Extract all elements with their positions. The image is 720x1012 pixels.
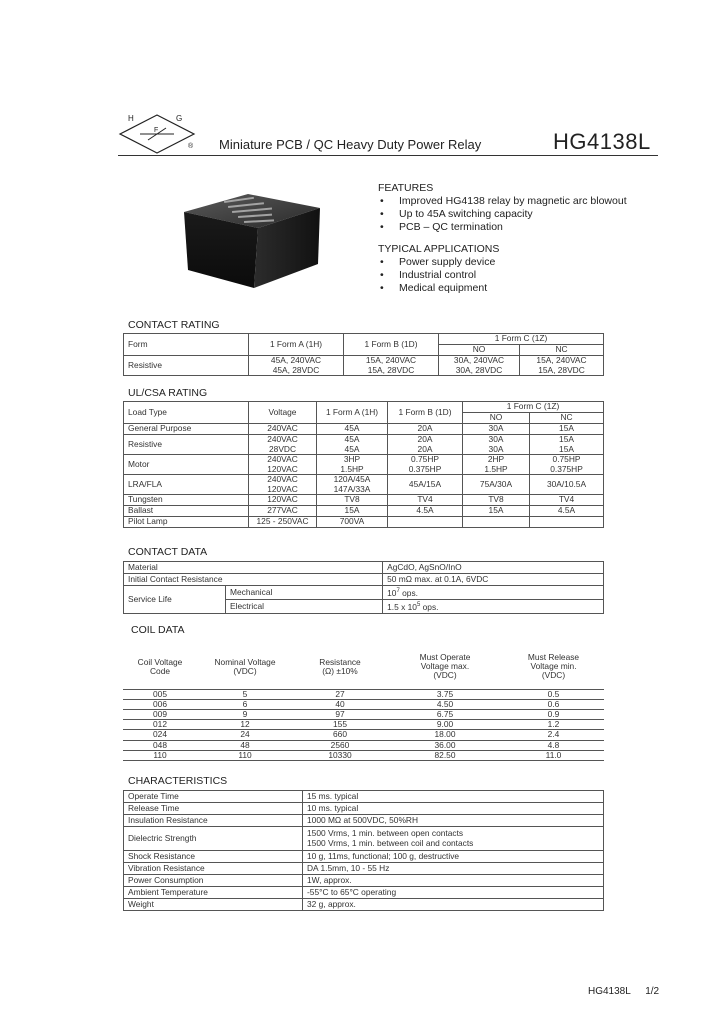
coil-cell: 6 bbox=[197, 699, 293, 709]
coil-cell: 24 bbox=[197, 730, 293, 740]
form-c-header: 1 Form C (1Z) bbox=[463, 402, 604, 413]
form-c-no-cell: TV8 bbox=[463, 495, 530, 506]
service-life-label: Service Life bbox=[124, 586, 226, 614]
coil-cell: 27 bbox=[293, 689, 387, 699]
coil-cell: 5 bbox=[197, 689, 293, 699]
ul-rating-table bbox=[123, 401, 604, 528]
form-c-no-header: NO bbox=[463, 413, 530, 424]
coil-cell: 0.5 bbox=[503, 689, 604, 699]
characteristic-value: 10 ms. typical bbox=[303, 803, 604, 815]
voltage-cell: 240VAC 28VDC bbox=[249, 435, 317, 455]
characteristic-value: 1000 MΩ at 500VDC, 50%RH bbox=[303, 815, 604, 827]
header-divider bbox=[118, 155, 658, 156]
form-c-nc-cell: 4.5A bbox=[530, 506, 604, 517]
coil-cell: 024 bbox=[123, 730, 197, 740]
characteristic-label: Dielectric Strength bbox=[124, 827, 303, 851]
contact-rating-table bbox=[123, 333, 604, 376]
load-type-cell: Motor bbox=[124, 455, 249, 475]
form-c-no-cell bbox=[463, 517, 530, 528]
voltage-cell: 240VAC bbox=[249, 424, 317, 435]
product-subtitle: Miniature PCB / QC Heavy Duty Power Relay bbox=[219, 137, 482, 152]
form-c-nc-header: NC bbox=[530, 413, 604, 424]
table-row bbox=[123, 740, 604, 750]
coil-cell: 2.4 bbox=[503, 730, 604, 740]
characteristic-label: Weight bbox=[124, 899, 303, 911]
coil-cell: 2560 bbox=[293, 740, 387, 750]
table-row bbox=[124, 475, 604, 495]
material-label: Material bbox=[124, 562, 383, 574]
coil-cell: 155 bbox=[293, 720, 387, 730]
contact-resistance-value: 50 mΩ max. at 0.1A, 6VDC bbox=[383, 574, 604, 586]
table-row bbox=[123, 709, 604, 719]
coil-cell: 009 bbox=[123, 709, 197, 719]
footer-page-number: 1/2 bbox=[645, 986, 660, 997]
ul-rating-title: UL/CSA RATING bbox=[128, 387, 208, 399]
table-row bbox=[124, 424, 604, 435]
table-row bbox=[124, 506, 604, 517]
coil-cell: 11.0 bbox=[503, 750, 604, 760]
list-item: Improved HG4138 relay by magnetic arc blowout bbox=[399, 195, 627, 207]
coil-cell: 006 bbox=[123, 699, 197, 709]
form-b-cell bbox=[388, 517, 463, 528]
table-row bbox=[124, 851, 604, 863]
characteristic-value: -55°C to 65°C operating bbox=[303, 887, 604, 899]
contact-data-table bbox=[123, 561, 604, 614]
load-type-cell: Resistive bbox=[124, 435, 249, 455]
model-number: HG4138L bbox=[553, 129, 651, 154]
logo-letter-g: G bbox=[176, 114, 183, 123]
features-title: FEATURES bbox=[378, 182, 434, 194]
characteristic-label: Vibration Resistance bbox=[124, 863, 303, 875]
mechanical-label: Mechanical bbox=[226, 586, 383, 600]
form-c-no-cell: 15A bbox=[463, 506, 530, 517]
table-row bbox=[123, 730, 604, 740]
form-label: Form bbox=[124, 334, 249, 356]
characteristic-label: Shock Resistance bbox=[124, 851, 303, 863]
form-b-cell: 0.75HP 0.375HP bbox=[388, 455, 463, 475]
list-item: Industrial control bbox=[399, 269, 477, 281]
table-row bbox=[123, 689, 604, 699]
characteristic-label: Power Consumption bbox=[124, 875, 303, 887]
coil-data-title: COIL DATA bbox=[131, 624, 185, 636]
contact-data-title: CONTACT DATA bbox=[128, 546, 208, 558]
form-c-no-cell: 2HP 1.5HP bbox=[463, 455, 530, 475]
load-type-cell: Ballast bbox=[124, 506, 249, 517]
form-c-no-cell: 30A bbox=[463, 424, 530, 435]
characteristic-label: Ambient Temperature bbox=[124, 887, 303, 899]
table-cell: 15A, 240VAC 15A, 28VDC bbox=[344, 356, 439, 376]
table-row bbox=[123, 720, 604, 730]
table-row bbox=[124, 887, 604, 899]
form-b-cell: TV4 bbox=[388, 495, 463, 506]
resistive-label: Resistive bbox=[124, 356, 249, 376]
form-a-cell: 45A 45A bbox=[317, 435, 388, 455]
coil-cell: 18.00 bbox=[387, 730, 503, 740]
resistance-header: Resistance (Ω) ±10% bbox=[293, 645, 387, 689]
characteristics-title: CHARACTERISTICS bbox=[128, 775, 228, 787]
table-row bbox=[124, 863, 604, 875]
list-item: Power supply device bbox=[399, 256, 496, 268]
coil-cell: 012 bbox=[123, 720, 197, 730]
coil-cell: 3.75 bbox=[387, 689, 503, 699]
form-c-header: 1 Form C (1Z) bbox=[439, 334, 604, 345]
coil-cell: 6.75 bbox=[387, 709, 503, 719]
table-row bbox=[124, 495, 604, 506]
must-operate-header: Must Operate Voltage max. (VDC) bbox=[387, 645, 503, 689]
contact-rating-title: CONTACT RATING bbox=[128, 319, 220, 331]
features-list: • Improved HG4138 relay by magnetic arc blowout • Up to 45A switching capacity • PCB – QC termination bbox=[380, 195, 627, 233]
characteristic-value: 1W, approx. bbox=[303, 875, 604, 887]
characteristic-label: Operate Time bbox=[124, 791, 303, 803]
voltage-cell: 277VAC bbox=[249, 506, 317, 517]
list-item: Medical equipment bbox=[399, 282, 488, 294]
characteristic-value: DA 1.5mm, 10 - 55 Hz bbox=[303, 863, 604, 875]
must-release-header: Must Release Voltage min. (VDC) bbox=[503, 645, 604, 689]
coil-cell: 48 bbox=[197, 740, 293, 750]
coil-cell: 110 bbox=[197, 750, 293, 760]
table-row bbox=[124, 899, 604, 911]
coil-cell: 4.50 bbox=[387, 699, 503, 709]
coil-cell: 36.00 bbox=[387, 740, 503, 750]
mechanical-value: $10^7$ ops. bbox=[383, 586, 604, 600]
applications-list: • Power supply device • Industrial control • Medical equipment bbox=[380, 256, 496, 294]
table-row bbox=[124, 435, 604, 455]
coil-cell: 40 bbox=[293, 699, 387, 709]
coil-cell: 0.9 bbox=[503, 709, 604, 719]
table-cell: 30A, 240VAC 30A, 28VDC bbox=[439, 356, 520, 376]
table-row bbox=[124, 815, 604, 827]
form-b-cell: 20A 20A bbox=[388, 435, 463, 455]
coil-cell: 82.50 bbox=[387, 750, 503, 760]
characteristic-value: 15 ms. typical bbox=[303, 791, 604, 803]
form-a-cell: 15A bbox=[317, 506, 388, 517]
form-c-nc-cell: 15A 15A bbox=[530, 435, 604, 455]
form-a-cell: 45A bbox=[317, 424, 388, 435]
coil-cell: 9 bbox=[197, 709, 293, 719]
form-b-header: 1 Form B (1D) bbox=[344, 334, 439, 356]
form-a-cell: 3HP 1.5HP bbox=[317, 455, 388, 475]
form-c-nc-cell bbox=[530, 517, 604, 528]
table-row bbox=[123, 750, 604, 760]
company-logo bbox=[112, 112, 202, 154]
relay-photo bbox=[180, 184, 325, 292]
load-type-cell: General Purpose bbox=[124, 424, 249, 435]
form-a-cell: 700VA bbox=[317, 517, 388, 528]
coil-cell: 12 bbox=[197, 720, 293, 730]
table-row bbox=[124, 875, 604, 887]
table-cell: 45A, 240VAC 45A, 28VDC bbox=[249, 356, 344, 376]
form-c-nc-header: NC bbox=[520, 345, 604, 356]
form-c-nc-cell: 0.75HP 0.375HP bbox=[530, 455, 604, 475]
coil-cell: 97 bbox=[293, 709, 387, 719]
logo-registered-mark: ® bbox=[188, 143, 194, 150]
form-c-no-header: NO bbox=[439, 345, 520, 356]
list-item: Up to 45A switching capacity bbox=[399, 208, 533, 220]
table-row bbox=[124, 827, 604, 851]
table-row bbox=[124, 517, 604, 528]
voltage-cell: 125 - 250VAC bbox=[249, 517, 317, 528]
table-row bbox=[124, 791, 604, 803]
form-a-cell: TV8 bbox=[317, 495, 388, 506]
load-type-header: Load Type bbox=[124, 402, 249, 424]
logo-letter-h: H bbox=[128, 114, 134, 123]
characteristic-value: 32 g, approx. bbox=[303, 899, 604, 911]
coil-data-table bbox=[123, 645, 604, 761]
applications-title: TYPICAL APPLICATIONS bbox=[378, 243, 500, 255]
logo-letter-f: F bbox=[154, 127, 159, 134]
coil-cell: 660 bbox=[293, 730, 387, 740]
form-c-no-cell: 30A 30A bbox=[463, 435, 530, 455]
table-row bbox=[124, 455, 604, 475]
coil-cell: 048 bbox=[123, 740, 197, 750]
form-b-cell: 4.5A bbox=[388, 506, 463, 517]
contact-resistance-label: Initial Contact Resistance bbox=[124, 574, 383, 586]
coil-cell: 10330 bbox=[293, 750, 387, 760]
form-c-nc-cell: 15A bbox=[530, 424, 604, 435]
form-c-no-cell: 75A/30A bbox=[463, 475, 530, 495]
coil-cell: 1.2 bbox=[503, 720, 604, 730]
coil-code-header: Coil Voltage Code bbox=[123, 645, 197, 689]
table-row bbox=[124, 803, 604, 815]
coil-cell: 110 bbox=[123, 750, 197, 760]
form-a-header: 1 Form A (1H) bbox=[249, 334, 344, 356]
table-cell: 15A, 240VAC 15A, 28VDC bbox=[520, 356, 604, 376]
nominal-voltage-header: Nominal Voltage (VDC) bbox=[197, 645, 293, 689]
voltage-header: Voltage bbox=[249, 402, 317, 424]
table-row bbox=[123, 699, 604, 709]
load-type-cell: Tungsten bbox=[124, 495, 249, 506]
list-item: PCB – QC termination bbox=[399, 221, 503, 233]
characteristic-label: Release Time bbox=[124, 803, 303, 815]
form-b-cell: 45A/15A bbox=[388, 475, 463, 495]
form-c-nc-cell: TV4 bbox=[530, 495, 604, 506]
form-a-header: 1 Form A (1H) bbox=[317, 402, 388, 424]
form-b-header: 1 Form B (1D) bbox=[388, 402, 463, 424]
page-footer bbox=[588, 986, 659, 997]
coil-cell: 4.8 bbox=[503, 740, 604, 750]
footer-model: HG4138L bbox=[588, 986, 631, 997]
voltage-cell: 240VAC 120VAC bbox=[249, 475, 317, 495]
electrical-value: 1.5 x $10^5$ ops. bbox=[383, 600, 604, 614]
material-value: AgCdO, AgSnO/InO bbox=[383, 562, 604, 574]
coil-cell: 0.6 bbox=[503, 699, 604, 709]
voltage-cell: 240VAC 120VAC bbox=[249, 455, 317, 475]
characteristic-value: 10 g, 11ms, functional; 100 g, destructive bbox=[303, 851, 604, 863]
form-c-nc-cell: 30A/10.5A bbox=[530, 475, 604, 495]
characteristic-value: 1500 Vrms, 1 min. between open contacts 1500 Vrms, 1 min. between coil and contacts bbox=[303, 827, 604, 851]
form-a-cell: 120A/45A 147A/33A bbox=[317, 475, 388, 495]
voltage-cell: 120VAC bbox=[249, 495, 317, 506]
characteristic-label: Insulation Resistance bbox=[124, 815, 303, 827]
coil-cell: 9.00 bbox=[387, 720, 503, 730]
coil-cell: 005 bbox=[123, 689, 197, 699]
form-b-cell: 20A bbox=[388, 424, 463, 435]
load-type-cell: Pilot Lamp bbox=[124, 517, 249, 528]
characteristics-table bbox=[123, 790, 604, 911]
electrical-label: Electrical bbox=[226, 600, 383, 614]
load-type-cell: LRA/FLA bbox=[124, 475, 249, 495]
